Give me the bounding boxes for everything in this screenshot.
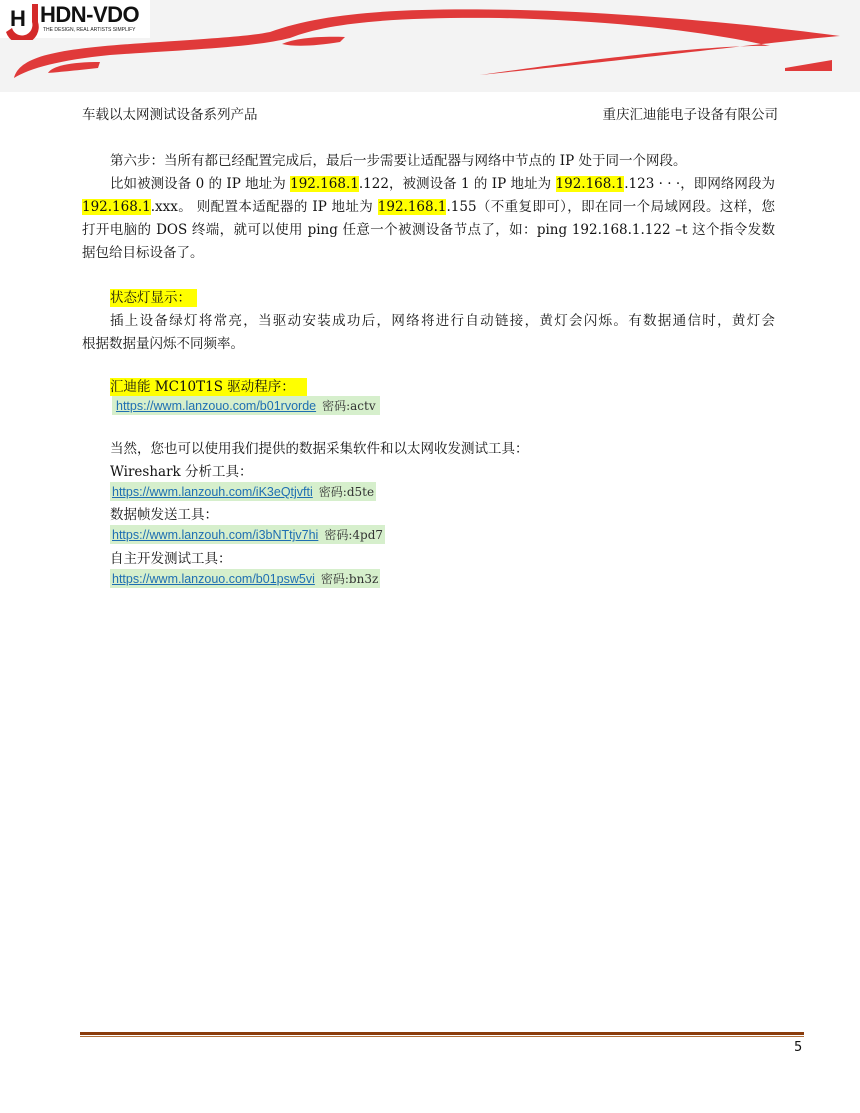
tool-label: Wireshark 分析工具： bbox=[110, 464, 253, 480]
header-company: 重庆汇迪能电子设备有限公司 bbox=[602, 107, 778, 123]
footer-rule bbox=[80, 1032, 804, 1035]
tool-link-row bbox=[110, 482, 376, 501]
highlighted-ip-prefix: 192.168.1 bbox=[555, 176, 625, 192]
step6-line: 第六步：当所有都已经配置完成后，最后一步需要让适配器与网络中节点的 IP 处于同一个网段。 bbox=[110, 153, 687, 169]
step6-line bbox=[82, 195, 775, 215]
step6-line bbox=[110, 172, 775, 192]
step6-line: 打开电脑的 DOS 终端，就可以使用 ping 任意一个被测设备节点了，如：ping 192.168.1.122 –t 这个指令发数 bbox=[82, 222, 775, 238]
logo-text: HDN-VDO bbox=[40, 2, 140, 27]
header-banner bbox=[0, 0, 860, 92]
driver-password: 密码:actv bbox=[322, 399, 376, 413]
text-segment: .xxx。 则配置本适配器的 IP 地址为 bbox=[150, 199, 378, 215]
status-text: 根据数据量闪烁不同频率。 bbox=[82, 336, 244, 352]
company-logo bbox=[0, 0, 150, 38]
tool-password: 密码:bn3z bbox=[320, 572, 379, 586]
step6-line: 据包给目标设备了。 bbox=[82, 245, 204, 261]
tool-label: 数据帧发送工具： bbox=[110, 507, 218, 523]
text-segment: .122，被测设备 1 的 IP 地址为 bbox=[358, 176, 556, 192]
page-number: 5 bbox=[794, 1040, 803, 1055]
tools-intro: 当然，您也可以使用我们提供的数据采集软件和以太网收发测试工具： bbox=[110, 441, 529, 457]
test-tool-download-link[interactable]: https://wwm.lanzouo.com/b01psw5vi bbox=[112, 572, 315, 586]
highlighted-ip-prefix: 192.168.1 bbox=[82, 199, 151, 215]
tool-label: 自主开发测试工具： bbox=[110, 551, 232, 567]
text-segment: 比如被测设备 0 的 IP 地址为 bbox=[110, 176, 291, 192]
logo-mark-icon bbox=[2, 2, 42, 40]
driver-download-link[interactable]: https://wwm.lanzouo.com/b01rvorde bbox=[116, 399, 317, 413]
tool-link-row bbox=[110, 525, 385, 544]
status-led-heading: 状态灯显示： bbox=[110, 289, 197, 307]
highlighted-ip-prefix: 192.168.1 bbox=[377, 199, 447, 215]
wireshark-download-link[interactable]: https://wwm.lanzouh.com/iK3eQtjvfti bbox=[112, 485, 313, 499]
svg-text:H: H bbox=[10, 6, 26, 31]
text-segment: .123 · · ·，即网络网段为 bbox=[624, 176, 775, 192]
tool-link-row bbox=[110, 569, 380, 588]
tool-password: 密码:d5te bbox=[318, 485, 375, 499]
frame-sender-download-link[interactable]: https://wwm.lanzouh.com/i3bNTtjv7hi bbox=[112, 528, 319, 542]
highlighted-ip-prefix: 192.168.1 bbox=[290, 176, 359, 192]
tool-password: 密码:4pd7 bbox=[324, 528, 384, 542]
footer-rule-thin bbox=[80, 1036, 804, 1037]
status-text: 插上设备绿灯将常亮，当驱动安装成功后，网络将进行自动链接，黄灯会闪烁。有数据通信时，黄灯会 bbox=[110, 313, 775, 329]
logo-tagline: THE DESIGN, REAL ARTISTS SIMPLIFY bbox=[43, 27, 136, 33]
text-segment: .155（不重复即可），即在同一个局域网段。这样，您 bbox=[446, 199, 775, 215]
header-product-line: 车载以太网测试设备系列产品 bbox=[82, 107, 258, 123]
driver-link-row bbox=[112, 396, 380, 415]
driver-heading: 汇迪能 MC10T1S 驱动程序： bbox=[110, 378, 307, 396]
